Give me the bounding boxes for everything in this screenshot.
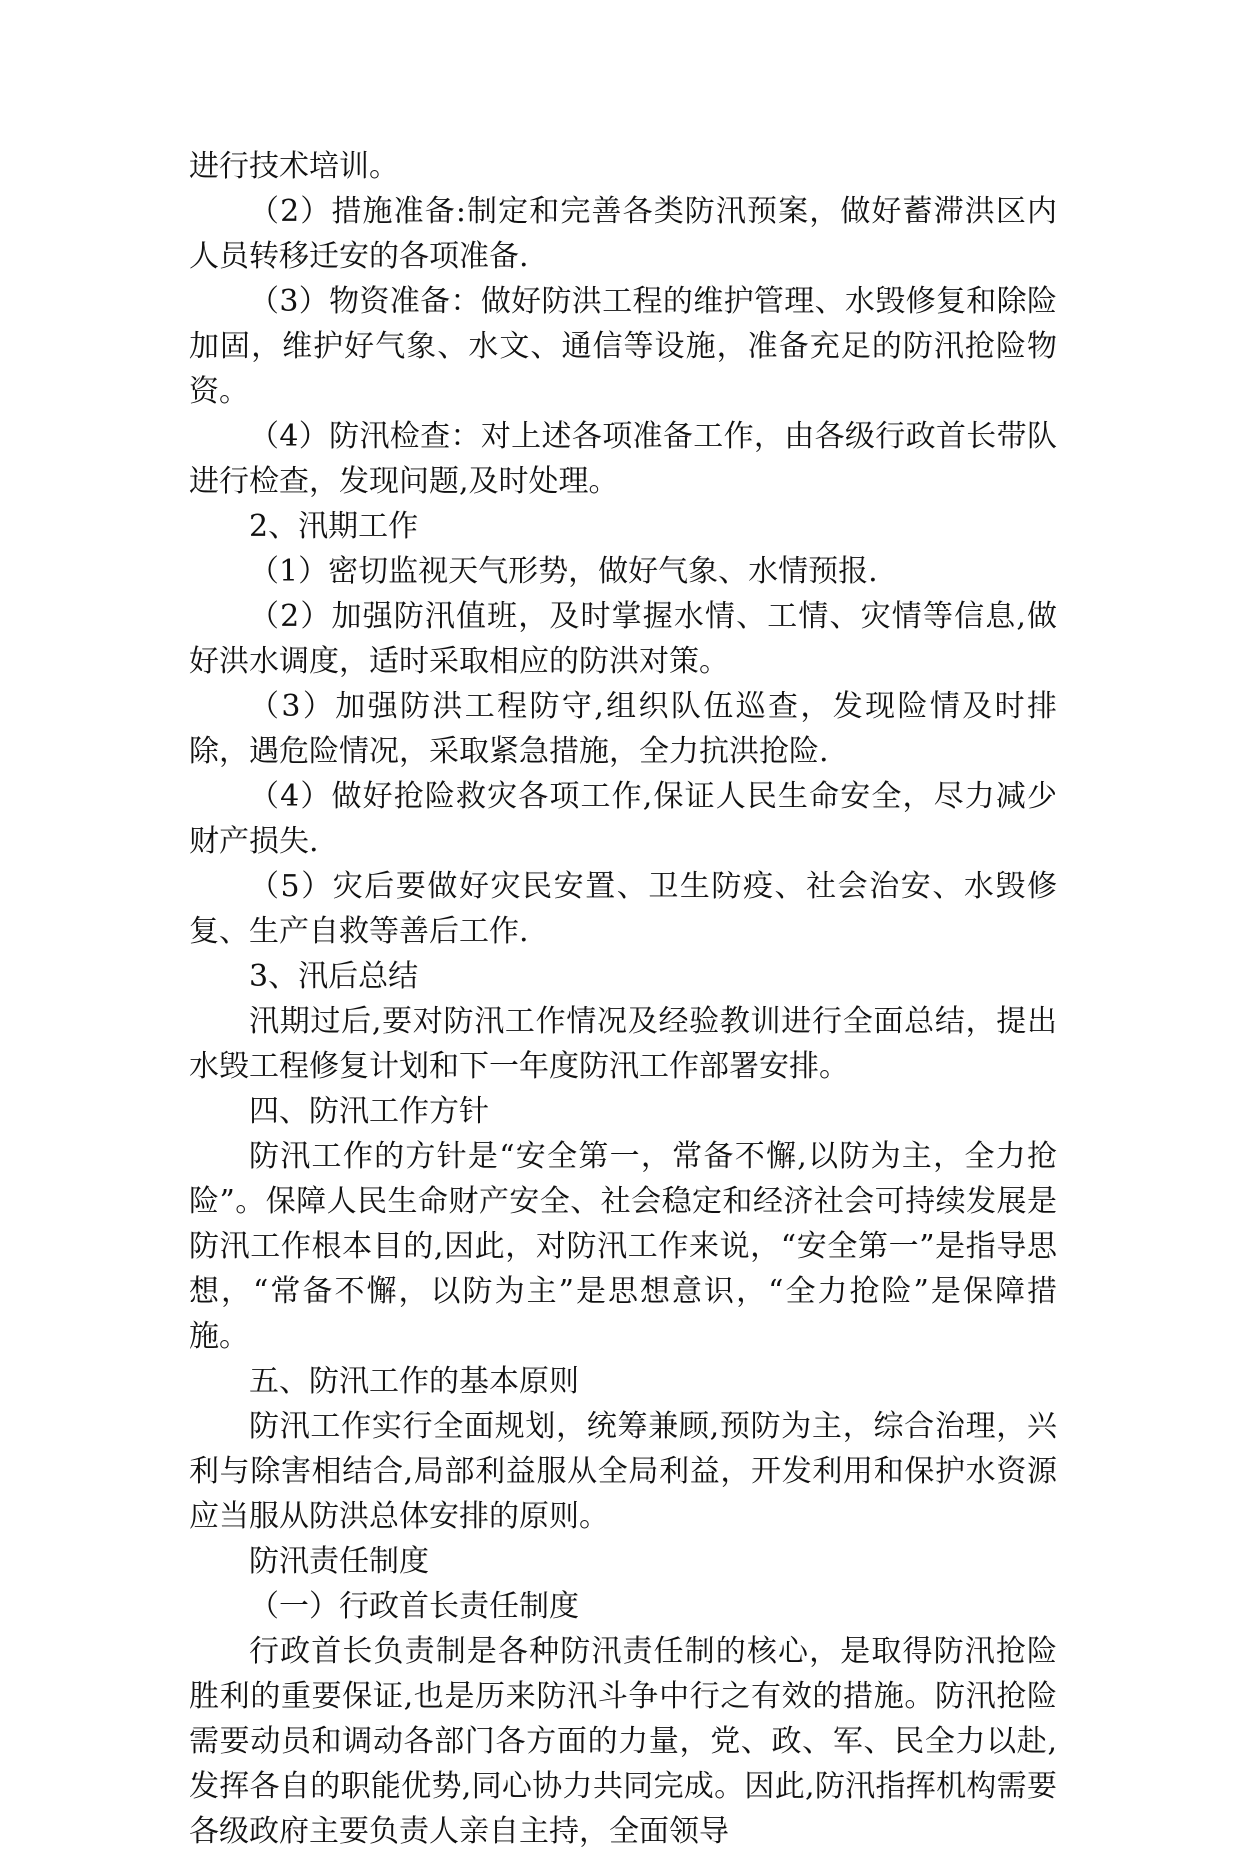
paragraph: （4）做好抢险救灾各项工作,保证人民生命安全，尽力减少财产损失. bbox=[189, 779, 1057, 859]
document-page bbox=[189, 144, 1057, 1854]
paragraph: （3）加强防洪工程防守,组织队伍巡查，发现险情及时排除，遇危险情况，采取紧急措施，全力抗洪抢险. bbox=[189, 689, 1057, 769]
paragraph: （3）物资准备：做好防洪工程的维护管理、水毁修复和除险加固，维护好气象、水文、通信等设施，准备充足的防汛抢险物资。 bbox=[189, 284, 1057, 409]
section-heading: （一）行政首长责任制度 bbox=[249, 1589, 579, 1624]
paragraph: 汛期过后,要对防汛工作情况及经验教训进行全面总结，提出水毁工程修复计划和下一年度防汛工作部署安排。 bbox=[189, 1004, 1057, 1084]
paragraph: 行政首长负责制是各种防汛责任制的核心，是取得防汛抢险胜利的重要保证,也是历来防汛斗争中行之有效的措施。防汛抢险需要动员和调动各部门各方面的力量，党、政、军、民全力以赴,发挥各自的职能优势,同心协力共同完成。因此,防汛指挥机构需要各级政府主要负责人亲自主持，全面领导 bbox=[189, 1634, 1057, 1849]
paragraph: 进行技术培训。 bbox=[189, 149, 399, 184]
paragraph: 防汛工作的方针是“安全第一，常备不懈,以防为主，全力抢险”。保障人民生命财产安全、社会稳定和经济社会可持续发展是防汛工作根本目的,因此，对防汛工作来说，“安全第一”是指导思想，“常备不懈，以防为主”是思想意识，“全力抢险”是保障措施。 bbox=[189, 1139, 1057, 1354]
section-heading: 防汛责任制度 bbox=[249, 1544, 429, 1579]
paragraph: （2）措施准备:制定和完善各类防汛预案，做好蓄滞洪区内人员转移迁安的各项准备. bbox=[189, 194, 1057, 274]
section-heading: 2、汛期工作 bbox=[249, 509, 419, 544]
paragraph: （1）密切监视天气形势，做好气象、水情预报. bbox=[249, 554, 878, 589]
section-heading: 3、汛后总结 bbox=[249, 959, 419, 994]
paragraph: （4）防汛检查：对上述各项准备工作，由各级行政首长带队进行检查，发现问题,及时处理。 bbox=[189, 419, 1057, 499]
paragraph: 防汛工作实行全面规划，统筹兼顾,预防为主，综合治理，兴利与除害相结合,局部利益服从全局利益，开发利用和保护水资源应当服从防洪总体安排的原则。 bbox=[189, 1409, 1057, 1534]
section-heading: 五、防汛工作的基本原则 bbox=[249, 1364, 579, 1399]
section-heading: 四、防汛工作方针 bbox=[249, 1094, 489, 1129]
paragraph: （5）灾后要做好灾民安置、卫生防疫、社会治安、水毁修复、生产自救等善后工作. bbox=[189, 869, 1057, 949]
paragraph: （2）加强防汛值班，及时掌握水情、工情、灾情等信息,做好洪水调度，适时采取相应的防洪对策。 bbox=[189, 599, 1057, 679]
